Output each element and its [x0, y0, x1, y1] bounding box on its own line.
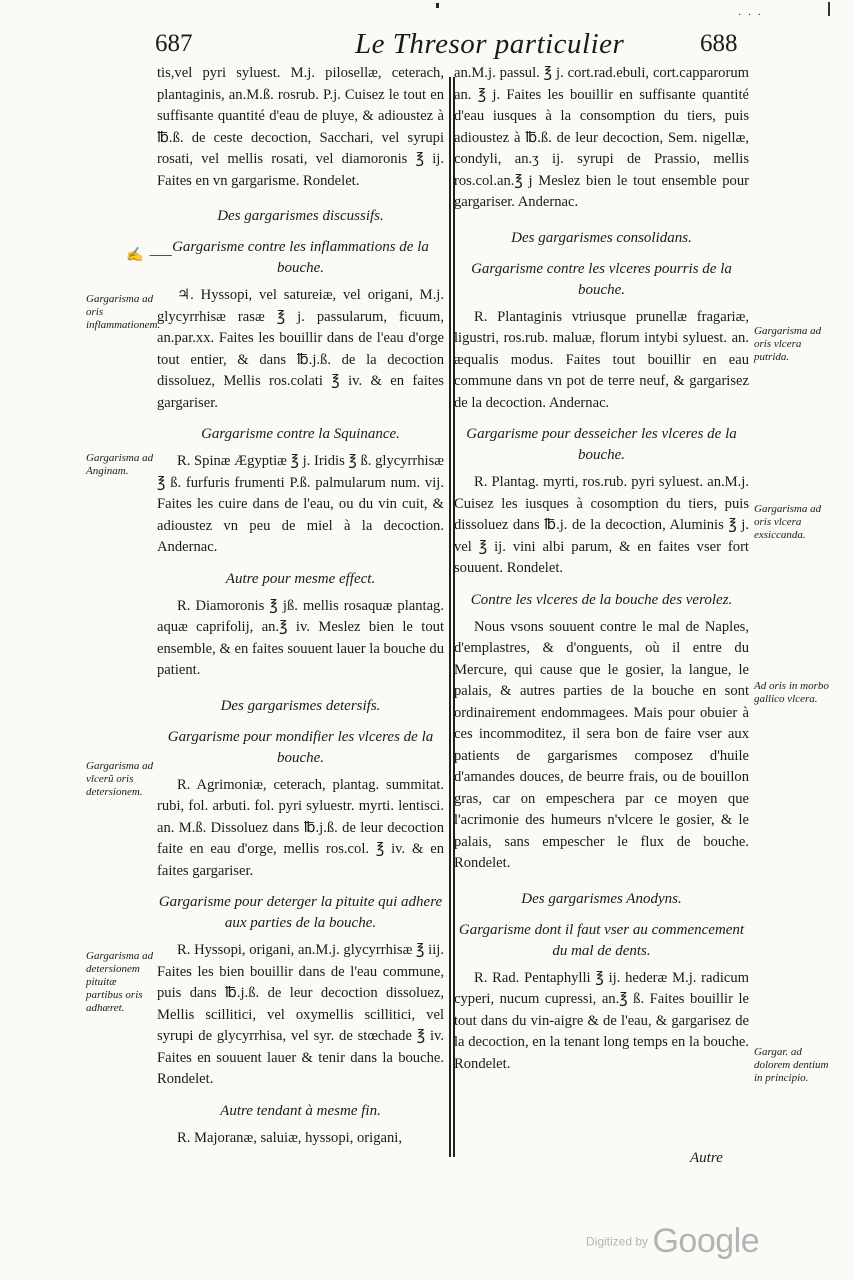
page-number-right: 688	[700, 30, 738, 57]
margin-note-right: Gargarisma ad oris vlcera putrida.	[754, 325, 822, 363]
recipe-heading: Contre les vlceres de la bouche des verolez.	[470, 591, 733, 608]
paragraph: R. Agrimoniæ, ceterach, plantag. summitat. rubi, fol. arbuti. fol. pyri syluestr. myrti. lentisci. an. M.ß. Dissoluez dans ℔.j.ß. de leur decoction faite en eau d'orge, mellis ros.col. ℥ iv. & en faites gargariser.	[157, 776, 444, 879]
paragraph: R. Hyssopi, origani, an.M.j. glycyrrhisæ ℥ iij. Faites les bien bouillir dans de l'eau commune, puis dans ℔.j.ß. de leur decoction dissoluez, Mellis scillitici, vel oxymellis scillitici, vel syrupi de glycyrrhisa, vel syr. de stœchade ℥ iv. Faites en souuent lauer & tenir dans la bouche. Rondelet.	[157, 942, 444, 1087]
margin-note-left: Gargarisma ad detersionem pituitæ partibus oris adhæret.	[86, 950, 154, 1014]
section-heading: Des gargarismes detersifs.	[220, 697, 381, 714]
recipe-heading: Autre pour mesme effect.	[225, 570, 376, 587]
paragraph: Nous vsons souuent contre le mal de Naples, d'emplastres, & d'onguents, où il entre du Mercure, qui cause que le gosier, la langue, le palais, & autres parties de la bouche en sont ordinairement endommagees. Mais pour obuier à ces incommoditez, il sera bon de faire vser aux patients de gargarismes composez d'huile d'amandes douces, de beurre frais, ou de bouillon gras, car on empeschera par ce moyen que l'acrimonie des humeurs n'vlcere le gosier, & le palais, sans empescher le flux de bouche. Rondelet.	[454, 618, 749, 871]
paragraph: ♃. Hyssopi, vel satureiæ, vel origani, M.j. glycyrrhisæ rasæ ℥ j. passularum, ficuum, an.par.xx. Faites les bouillir dans de l'eau d'orge tout entier, & dans ℔.j.ß. de la decoction dissoluez, Mellis ros.colati ℥ iv. & en faites gargariser.	[157, 287, 444, 411]
paragraph: R. Plantag. myrti, ros.rub. pyri syluest. an.M.j. Cuisez les iusques à cosomption du tiers, puis dissoluez dans ℔.j. de la decoction, Aluminis ℥ j. vel ℥ ij. vini albi parum, & en faites vser fort souuent. Rondelet.	[454, 474, 749, 576]
column-divider-rule	[449, 77, 451, 1157]
digitized-watermark	[586, 1222, 759, 1261]
running-title: Le Thresor particulier	[355, 28, 625, 60]
paragraph: an.M.j. passul. ℥ j. cort.rad.ebuli, cort.capparorum an. ℥ j. Faites les bouillir en suffisante quantité d'eau iusques à la consomption du tiers, puis adioustez à ℔.ß. de leur decoction, Sem. nigellæ, condyli, an.ʒ ij. syrupi de Prassio, mellis ros.col.an.℥ j Meslez bien le tout ensemble pour gargariser. Andernac.	[454, 65, 749, 210]
recipe-heading: Gargarisme pour deterger la pituite qui adhere aux parties de la bouche.	[158, 894, 443, 931]
paragraph: R. Spinæ Ægyptiæ ℥ j. Iridis ℥ ß. glycyrrhisæ ℥ ß. furfuris frumenti P.ß. palmularum num. vij. Faites les cuire dans de l'eau, ou du vin cuit, & adioustez vn peu de miel à la decoction. Andernac.	[157, 453, 444, 555]
recipe-heading: Gargarisme pour desseicher les vlceres de la bouche.	[466, 426, 737, 463]
page-number-left: 687	[155, 30, 193, 57]
margin-note-right: Ad oris in morbo gallico vlcera.	[754, 680, 829, 705]
top-right-ink-marks: · · ·	[738, 10, 763, 21]
recipe-heading: Gargarisme contre la Squinance.	[201, 426, 400, 442]
paragraph: R. Rad. Pentaphylli ℥ ij. hederæ M.j. radicum cyperi, nucum cupressi, an.℥ ß. Faites bouillir le tout dans du vin-aigre & de l'eau, & gargarisez de la decoction, en la tenant long temps en la bouche. Rondelet.	[454, 969, 749, 1072]
manuscript-hand-mark: ✍ ⸺	[126, 248, 174, 263]
recipe-heading: Gargarisme contre les vlceres pourris de la bouche.	[471, 260, 732, 298]
paragraph: R. Majoranæ, saluiæ, hyssopi, origani,	[177, 1129, 402, 1146]
left-text-column	[157, 63, 444, 1149]
catchword: Autre	[690, 1150, 723, 1166]
right-text-column	[454, 63, 749, 1075]
margin-note-left: Gargarisma ad oris inflammationem.	[86, 293, 161, 331]
watermark-prefix: Digitized by	[586, 1234, 649, 1249]
section-heading: Des gargarismes consolidans.	[511, 229, 692, 246]
edge-ink-mark	[828, 2, 830, 16]
paragraph: tis,vel pyri syluest. M.j. pilosellæ, ceterach, plantaginis, an.M.ß. rosrub. P.j. Cuisez le tout en suffisante quantité d'eau de pluye, & adioustez à ℔.ß. de ceste decoction, Sacchari, vel syrupi rosati, vel mellis rosati, vel diamoronis ℥ ij. Faites en vn gargarisme. Rondelet.	[157, 65, 444, 189]
recipe-heading: Gargarisme contre les inflammations de la bouche.	[172, 239, 429, 276]
top-ink-mark	[436, 3, 439, 8]
paragraph: R. Plantaginis vtriusque prunellæ fragariæ, ligustri, ros.rub. maluæ, florum intybi syluest. an. æqualis modus. Faites tout bouillir en eau commune dans vn pot de terre neuf, & gargarisez de la decoction. Andernac.	[454, 308, 749, 411]
margin-note-right: Gargarisma ad oris vlcera exsiccanda.	[754, 503, 822, 541]
margin-note-left: Gargarisma ad Anginam.	[86, 452, 154, 477]
google-logo: Google	[652, 1222, 760, 1260]
margin-note-left: Gargarisma ad vlcerũ oris detersionem.	[86, 760, 154, 798]
section-heading: Des gargarismes discussifs.	[217, 208, 384, 224]
recipe-heading: Autre tendant à mesme fin.	[220, 1102, 381, 1119]
recipe-heading: Gargarisme dont il faut vser au commencement du mal de dents.	[458, 921, 745, 959]
section-heading: Des gargarismes Anodyns.	[521, 890, 682, 907]
margin-note-right: Gargar. ad dolorem dentium in principio.	[754, 1046, 829, 1084]
paragraph: R. Diamoronis ℥ jß. mellis rosaquæ plantag. aquæ caprifolij, an.℥ iv. Meslez bien le tout ensemble, & en faites souuent lauer la bouche du patient.	[157, 597, 444, 678]
recipe-heading: Gargarisme pour mondifier les vlceres de la bouche.	[167, 728, 434, 766]
